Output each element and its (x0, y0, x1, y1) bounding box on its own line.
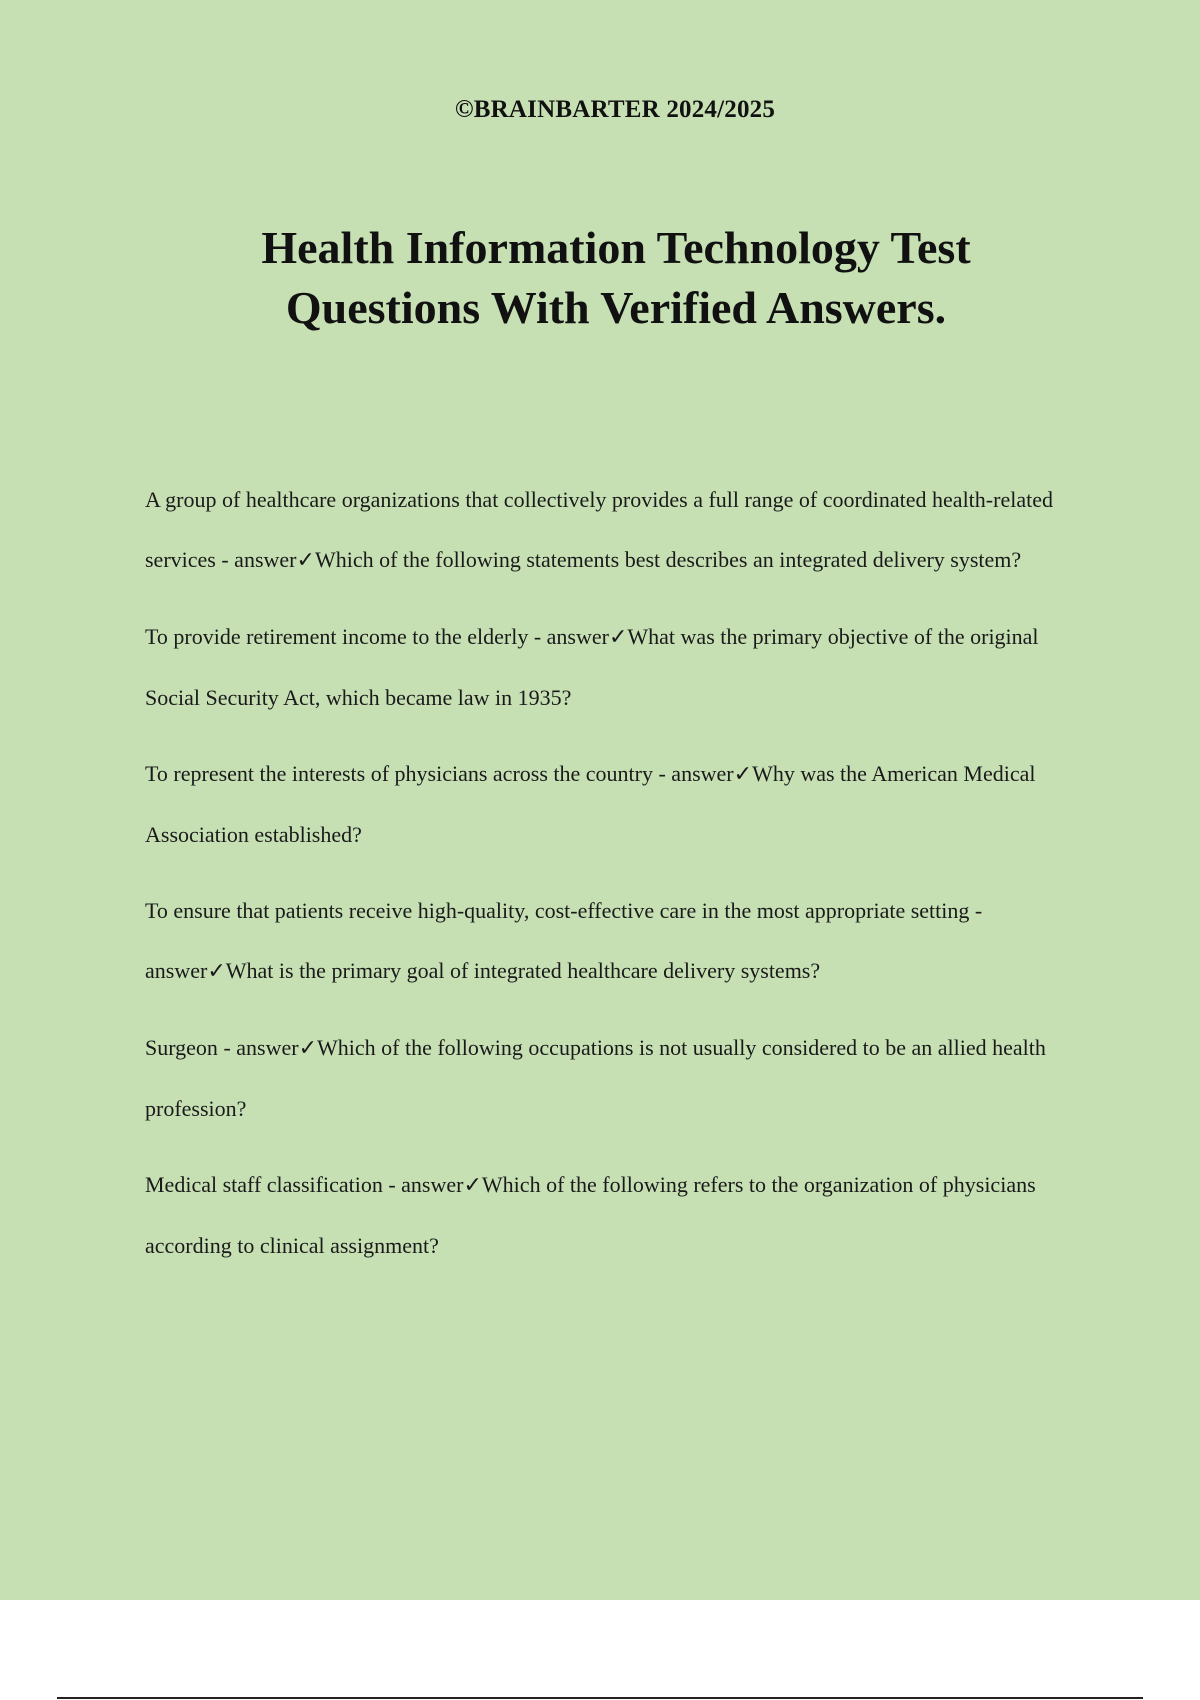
copyright-header: ©BRAINBARTER 2024/2025 (454, 96, 776, 123)
qa-item (145, 1155, 1090, 1276)
qa-answer: To ensure that patients receive high-quality, cost-effective care in the most appropriate setting (145, 898, 970, 923)
qa-list (145, 470, 1090, 1292)
check-icon: ✓ (207, 959, 226, 984)
answer-separator: - answer (215, 547, 297, 572)
answer-separator: - answer (217, 1035, 299, 1060)
qa-question: Which of the following occupations is not usually considered to be an allied health profession? (145, 1035, 1046, 1121)
title-line-2: Questions With Verified Answers. (285, 282, 947, 333)
qa-question: Which of the following refers to the organization of physicians according to clinical assignment? (145, 1172, 1036, 1258)
qa-answer: Medical staff classification (145, 1172, 383, 1197)
check-icon: ✓ (733, 762, 753, 787)
answer-separator: - answer (145, 898, 983, 983)
check-icon: ✓ (296, 548, 315, 573)
qa-answer: A group of healthcare organizations that collectively provides a full range of coordinated health-related services (145, 487, 1053, 572)
check-icon: ✓ (608, 625, 628, 650)
qa-item (145, 1018, 1090, 1139)
check-icon: ✓ (463, 1173, 482, 1198)
qa-item (145, 607, 1090, 728)
footer-rule (57, 1697, 1143, 1699)
qa-item (145, 470, 1090, 591)
answer-separator: - answer (652, 761, 734, 786)
answer-separator: - answer (528, 624, 609, 649)
qa-item (145, 881, 1090, 1002)
qa-question: What is the primary goal of integrated healthcare delivery systems? (225, 958, 821, 983)
qa-answer: To represent the interests of physicians across the country (145, 761, 653, 786)
title-line-1: Health Information Technology Test (261, 222, 971, 273)
document-title (0, 218, 1200, 338)
qa-item (145, 744, 1090, 865)
qa-question: What was the primary objective of the original Social Security Act, which became law in 1935? (145, 624, 1039, 710)
check-icon: ✓ (298, 1036, 318, 1061)
answer-separator: - answer (382, 1172, 464, 1197)
qa-question: Which of the following statements best describes an integrated delivery system? (314, 547, 1022, 572)
qa-answer: To provide retirement income to the elderly (145, 624, 529, 649)
qa-question: Why was the American Medical Association established? (145, 761, 1036, 847)
qa-answer: Surgeon (145, 1035, 218, 1060)
